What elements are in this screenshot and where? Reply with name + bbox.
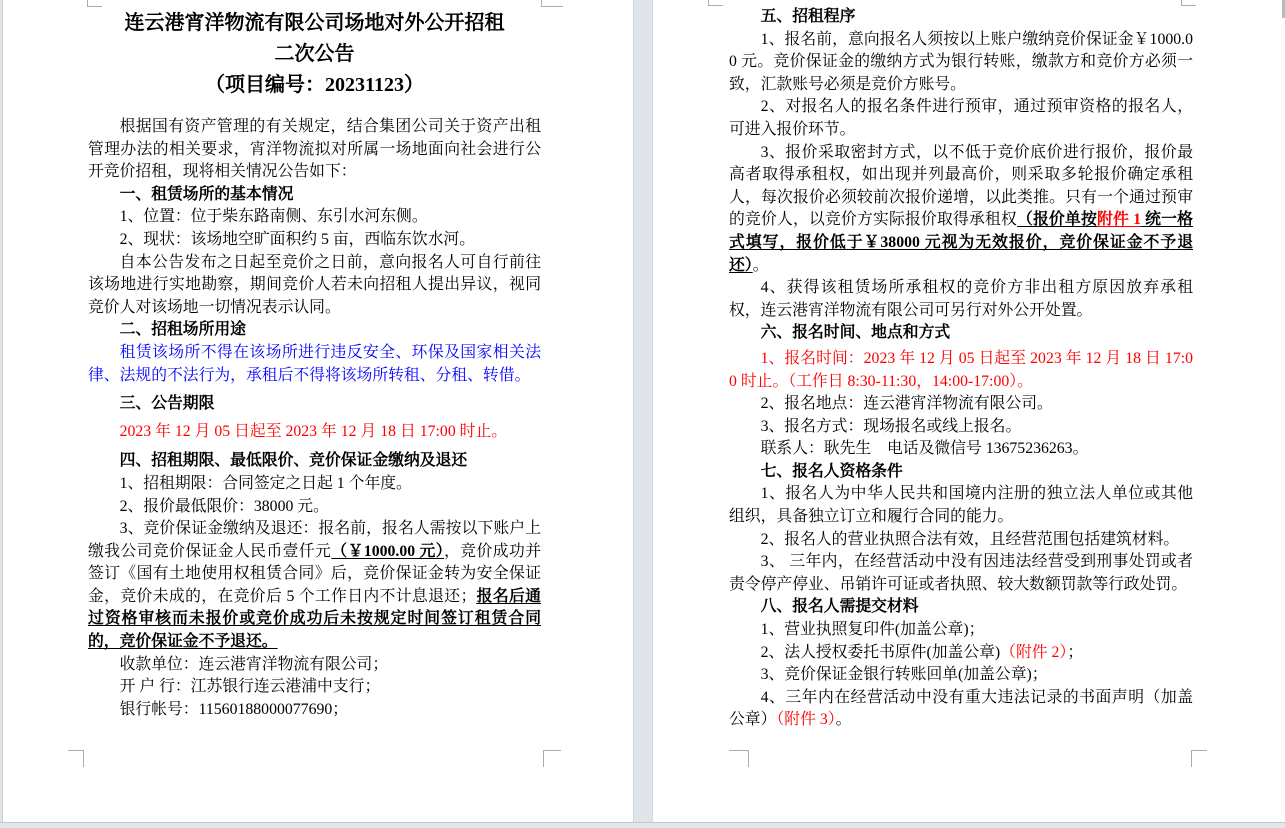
paragraph (729, 483, 1193, 528)
paragraph (729, 96, 1193, 141)
paragraph (729, 529, 1193, 552)
text-boundary-mark (87, 0, 102, 7)
text-run: 1、招租期限：合同签定之日起 1 个年度。 (119, 474, 412, 492)
text-run: 。 (752, 256, 769, 274)
text-boundary-mark (68, 750, 84, 767)
paragraph (729, 687, 1193, 732)
paragraph (88, 421, 541, 444)
text-run: 4、三年内在经营活动中没有重大违法记录的书面声明（加盖公章） (729, 688, 1193, 729)
paragraph (88, 342, 541, 387)
text-run: 2、报名地点：连云港宵洋物流有限公司。 (760, 395, 1053, 413)
text-run: 2、现状：该场地空旷面积约 5 亩，西临东饮水河。 (119, 230, 476, 248)
text-run: 1、报名人为中华人民共和国境内注册的独立法人单位或其他组织，具备独立订立和履行合同的能力。 (729, 485, 1193, 526)
text-run: 银行帐号：11560188000077690； (119, 700, 349, 718)
text-run: 3、竞价保证金银行转账回单(加盖公章)； (760, 666, 1048, 684)
document-title-line: 连云港宵洋物流有限公司场地对外公开招租 (124, 12, 505, 34)
text-boundary-mark (541, 0, 563, 7)
text-run: 六、报名时间、地点和方式 (760, 324, 951, 342)
text-run: 七、报名人资格条件 (760, 462, 903, 480)
text-run: 开 户 行：江苏银行连云港浦中支行； (119, 678, 381, 696)
document-title-line: （项目编号：20231123） (205, 74, 424, 96)
text-run: 1、报名时间：2023 年 12 月 05 日起至 2023 年 12 月 18 日 17:00 时止。（工作日 8:30-11:30，14:00-17:00）。 (729, 349, 1193, 390)
section-heading (88, 184, 541, 207)
text-boundary-mark (729, 750, 749, 767)
text-run: 。 (835, 711, 852, 729)
section-heading (88, 319, 541, 342)
text-run: 附件 1 (1096, 211, 1142, 229)
paragraph (88, 206, 541, 229)
text-run: 一、租赁场所的基本情况 (119, 185, 294, 203)
text-run: 1、报名前，意向报名人须按以上账户缴纳竞价保证金￥1000.00 元。竞价保证金的缴纳方式为银行转账，缴款方和竞价方必须一致，汇款账号必须是竞价方账号。 (729, 30, 1193, 93)
paragraph (88, 676, 541, 699)
text-run: ； (1067, 643, 1084, 661)
text-run: 3、 三年内，在经营活动中没有因违法经营受到刑事处罚或者责令停产停业、吊销许可证或者执照、较大数额罚款等行政处罚。 (729, 553, 1193, 593)
paragraph (729, 619, 1193, 642)
paragraph (88, 473, 541, 496)
document-page-1[interactable] (2, 0, 634, 822)
text-run: 1、位置：位于柴东路南侧、东引水河东侧。 (119, 208, 428, 226)
text-run: 2、法人授权委托书原件(加盖公章) (760, 643, 1001, 661)
paragraph (729, 142, 1193, 278)
text-run: 1、营业执照复印件(加盖公章)； (760, 621, 985, 639)
document-title-line: 二次公告 (274, 43, 355, 65)
text-run: 八、报名人需提交材料 (760, 598, 919, 616)
document-page-2[interactable] (652, 0, 1285, 822)
text-run: 3、报名方式：现场报名或线上报名。 (760, 417, 1022, 435)
text-run: 统一格式填写，报价低于￥38000 元视为无效报价，竞价保证金不予退还） (729, 211, 1193, 274)
text-run: 二、招租场所用途 (119, 321, 246, 339)
text-run: 收款单位：连云港宵洋物流有限公司； (119, 655, 389, 673)
paragraph (88, 496, 541, 519)
text-run: 三、公告期限 (119, 395, 215, 413)
page-1-body-text (88, 116, 541, 721)
paragraph (729, 29, 1193, 97)
paragraph (729, 348, 1193, 393)
text-run: 联系人：耿先生 电话及微信号 13675236263。 (760, 440, 1089, 458)
text-boundary-mark (708, 0, 723, 6)
text-run: 4、获得该租赁场所承租权的竞价方非出租方原因放弃承租权，连云港宵洋物流有限公司可另行对外公开处置。 (729, 279, 1193, 319)
text-boundary-mark (1181, 0, 1196, 6)
paragraph (729, 664, 1193, 687)
paragraph (729, 416, 1193, 439)
section-heading (88, 393, 541, 416)
page-2-body-text (729, 6, 1193, 732)
text-run: 五、招租程序 (760, 8, 856, 25)
text-run: 自本公告发布之日起至竞价之日前，意向报名人可自行前往该场地进行实地勘察，期间竞价人若未向招租人提出异议，视同竞价人对该场地一切情况表示认同。 (88, 253, 541, 316)
paragraph (729, 393, 1193, 416)
paragraph (88, 654, 541, 677)
section-heading (729, 322, 1193, 345)
text-run: 3、报价采取密封方式，以不低于竞价底价进行报价，报价最高者取得承租权，如出现并列最高价，则采取多轮报价确定承租人，每次报价必须较前次报价递增，以此类推。只有一个通过预审的竞价人，以竞价方实际报价取得承租权 (729, 143, 1193, 229)
text-run: 3、竞价保证金缴纳及退还：报名前，报名人需按以下账户上缴我公司竞价保证金人民币壹仟元 (88, 520, 541, 560)
paragraph (88, 518, 541, 654)
paragraph (88, 116, 541, 184)
paragraph (88, 229, 541, 252)
document-title (88, 8, 541, 101)
text-run: 报名后通过资格审核而未报价或竞价成功后未按规定时间签订租赁合同的，竞价保证金不予退还。 (88, 587, 541, 651)
paragraph (729, 438, 1193, 461)
paragraph (88, 252, 541, 320)
text-run: 2、报价最低限价：38000 元。 (119, 497, 329, 515)
paragraph (729, 277, 1193, 322)
section-heading (729, 461, 1193, 484)
section-heading (729, 596, 1193, 619)
section-heading (88, 450, 541, 473)
text-run: 租赁该场所不得在该场所进行违反安全、环保及国家相关法律、法规的不法行为，承租后不得将该场所转租、分租、转借。 (88, 343, 541, 384)
paragraph (729, 551, 1193, 596)
section-heading (729, 6, 1193, 29)
text-run: ，竞价成功并签订《国有土地使用权租赁合同》后，竞价保证金转为安全保证金，竞价未成的，在竞价后 5 个工作日内不计息退还； (88, 542, 541, 605)
text-run: （附件 2） (1000, 643, 1068, 661)
text-boundary-mark (1191, 750, 1207, 767)
text-run: （￥1000.00 元） (331, 542, 445, 560)
paragraph (729, 642, 1193, 665)
page-bottom-gap (0, 822, 1285, 828)
text-run: 2、对报名人的报名条件进行预审，通过预审资格的报名人，可进入报价环节。 (729, 98, 1193, 138)
text-boundary-mark (543, 750, 561, 767)
text-run: 2、报名人的营业执照合法有效，且经营范围包括建筑材料。 (760, 530, 1180, 548)
text-run: 根据国有资产管理的有关规定，结合集团公司关于资产出租管理办法的相关要求，宵洋物流拟对所属一场地面向社会进行公开竞价招租，现将相关情况公告如下： (88, 118, 541, 181)
text-run: （报价单按 (1016, 211, 1097, 229)
text-run: 四、招租期限、最低限价、竞价保证金缴纳及退还 (119, 452, 468, 470)
paragraph (88, 699, 541, 722)
text-run: （附件 3） (776, 711, 836, 729)
text-run: 2023 年 12 月 05 日起至 2023 年 12 月 18 日 17:00 时止。 (119, 422, 508, 440)
